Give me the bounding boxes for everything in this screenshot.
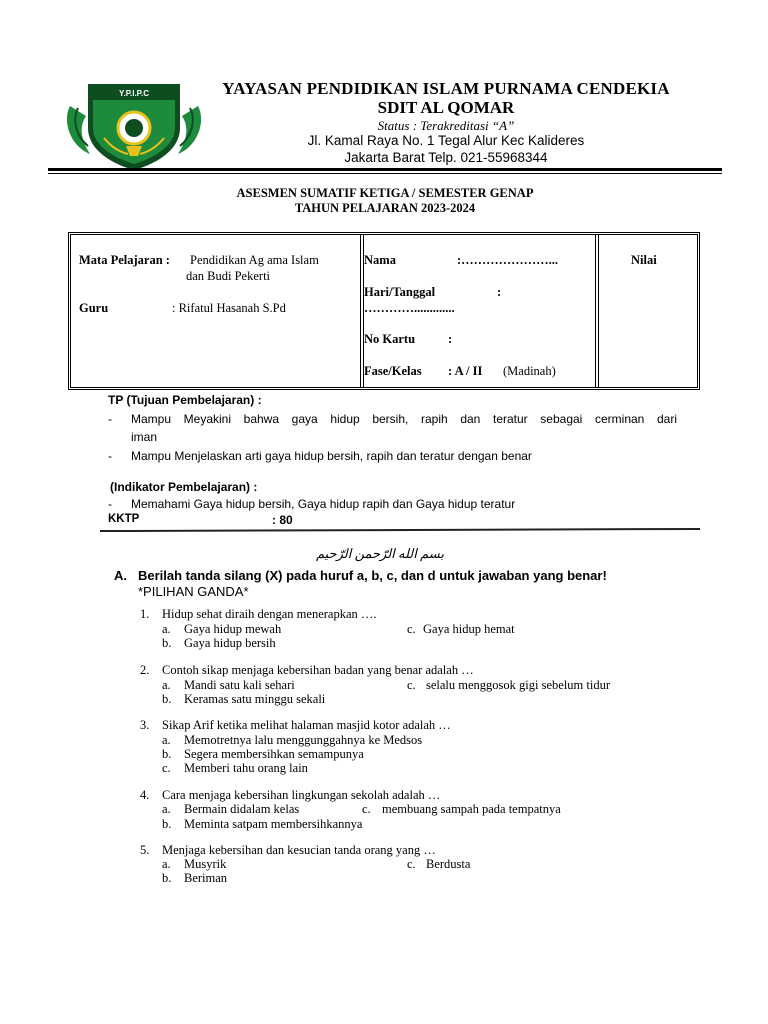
option-text: Musyrik xyxy=(184,857,227,871)
question-number: 4. xyxy=(140,788,150,802)
option-letter[interactable]: a. xyxy=(162,622,171,636)
option-letter[interactable]: b. xyxy=(162,871,172,885)
option-text: Berdusta xyxy=(426,857,471,871)
option-text: Gaya hidup hemat xyxy=(423,622,515,636)
option-text: Beriman xyxy=(184,871,228,885)
class-value-rest: (Madinah) xyxy=(503,364,556,378)
exam-title: ASESMEN SUMATIF KETIGA / SEMESTER GENAP xyxy=(236,186,534,200)
indicator-heading: (Indikator Pembelajaran) : xyxy=(110,480,258,494)
option-text: Gaya hidup bersih xyxy=(184,636,276,650)
section-instruction: Berilah tanda silang (X) pada huruf a, b, c, dan d untuk jawaban yang benar! xyxy=(138,568,607,583)
option-letter[interactable]: b. xyxy=(162,817,172,831)
accreditation-status: Status : Terakreditasi “A” xyxy=(377,118,515,133)
question-text: Hidup sehat diraih dengan menerapkan …. xyxy=(162,607,377,621)
option-text: Segera membersihkan semampunya xyxy=(184,747,364,761)
option-letter[interactable]: a. xyxy=(162,802,171,816)
subject-value-line2: dan Budi Pekerti xyxy=(186,269,271,283)
tp-item-continued: iman xyxy=(131,430,158,444)
question-text: Sikap Arif ketika melihat halaman masjid kotor adalah … xyxy=(162,718,451,732)
option-text: Bermain didalam kelas xyxy=(184,802,300,816)
kktp-value: : 80 xyxy=(272,513,293,527)
option-letter[interactable]: b. xyxy=(162,636,172,650)
school-city-phone: Jakarta Barat Telp. 021-55968344 xyxy=(344,150,548,165)
section-divider xyxy=(100,528,700,532)
foundation-name: YAYASAN PENDIDIKAN ISLAM PURNAMA CENDEKIA xyxy=(222,79,670,98)
option-text: Memberi tahu orang lain xyxy=(184,761,308,775)
question-text: Contoh sikap menjaga kebersihan badan yang benar adalah … xyxy=(162,663,474,677)
indicator-item-dash: - xyxy=(108,497,112,511)
logo-text: Y.P.I.P.C xyxy=(119,89,149,98)
question-number: 2. xyxy=(140,663,150,677)
subject-label: Mata Pelajaran : xyxy=(79,253,170,267)
school-logo xyxy=(64,76,204,172)
exam-year: TAHUN PELAJARAN 2023-2024 xyxy=(294,201,476,215)
option-letter[interactable]: c. xyxy=(407,857,416,871)
option-letter[interactable]: c. xyxy=(362,802,371,816)
tp-item-dash: - xyxy=(108,412,112,426)
subject-value: Pendidikan Ag ama Islam xyxy=(190,253,319,267)
class-value: : A / II xyxy=(448,364,483,378)
school-address: Jl. Kamal Raya No. 1 Tegal Alur Kec Kalideres xyxy=(307,133,585,148)
score-label: Nilai xyxy=(631,253,657,267)
name-field[interactable]: :…………………... xyxy=(457,253,559,267)
option-text: membuang sampah pada tempatnya xyxy=(382,802,561,816)
card-number-label: No Kartu xyxy=(364,332,416,346)
question-text: Cara menjaga kebersihan lingkungan sekolah adalah … xyxy=(162,788,441,802)
student-identity-box xyxy=(68,232,700,390)
card-number-colon: : xyxy=(448,332,453,346)
school-name: SDIT AL QOMAR xyxy=(377,98,515,117)
school-logo-emblem-icon xyxy=(64,76,204,172)
question-number: 5. xyxy=(140,843,150,857)
option-letter[interactable]: b. xyxy=(162,747,172,761)
kktp-label: KKTP xyxy=(108,513,140,525)
option-letter[interactable]: c. xyxy=(162,761,171,775)
option-letter[interactable]: a. xyxy=(162,733,171,747)
teacher-value: : Rifatul Hasanah S.Pd xyxy=(172,301,286,315)
tp-item-dash: - xyxy=(108,449,112,463)
question-number: 3. xyxy=(140,718,150,732)
option-text: Memotretnya lalu menggunggahnya ke Medsos xyxy=(184,733,423,747)
option-text: Mandi satu kali sehari xyxy=(184,678,295,692)
header-divider xyxy=(48,168,722,171)
question-number: 1. xyxy=(140,607,150,621)
date-colon: : xyxy=(497,285,502,299)
tp-item: Mampu Menjelaskan arti gaya hidup bersih, rapih dan teratur dengan benar xyxy=(131,449,532,463)
option-letter[interactable]: b. xyxy=(162,692,172,706)
option-text: Keramas satu minggu sekali xyxy=(184,692,326,706)
option-letter[interactable]: c. xyxy=(407,622,416,636)
indicator-item: Memahami Gaya hidup bersih, Gaya hidup rapih dan Gaya hidup teratur xyxy=(131,497,516,511)
bismillah: بسم الله الرّحمن الرّحيم xyxy=(315,546,444,561)
tp-item: Mampu Meyakini bahwa gaya hidup bersih, rapih dan teratur sebagai cerminan dari xyxy=(131,412,677,426)
header-divider-thin xyxy=(48,173,722,174)
option-letter[interactable]: a. xyxy=(162,678,171,692)
option-letter[interactable]: c. xyxy=(407,678,416,692)
question-text: Menjaga kebersihan dan kesucian tanda orang yang … xyxy=(162,843,436,857)
option-text: selalu menggosok gigi sebelum tidur xyxy=(426,678,611,692)
date-label: Hari/Tanggal xyxy=(364,285,436,299)
tp-heading: TP (Tujuan Pembelajaran) : xyxy=(108,393,262,407)
class-label: Fase/Kelas xyxy=(364,364,422,378)
section-subtitle: *PILIHAN GANDA* xyxy=(138,584,249,599)
teacher-label: Guru xyxy=(79,301,109,315)
date-field[interactable]: …………............. xyxy=(364,301,455,315)
option-text: Gaya hidup mewah xyxy=(184,622,282,636)
score-column-divider xyxy=(595,235,599,387)
option-text: Meminta satpam membersihkannya xyxy=(184,817,363,831)
section-letter: A. xyxy=(114,568,127,583)
option-letter[interactable]: a. xyxy=(162,857,171,871)
name-label: Nama xyxy=(364,253,396,267)
